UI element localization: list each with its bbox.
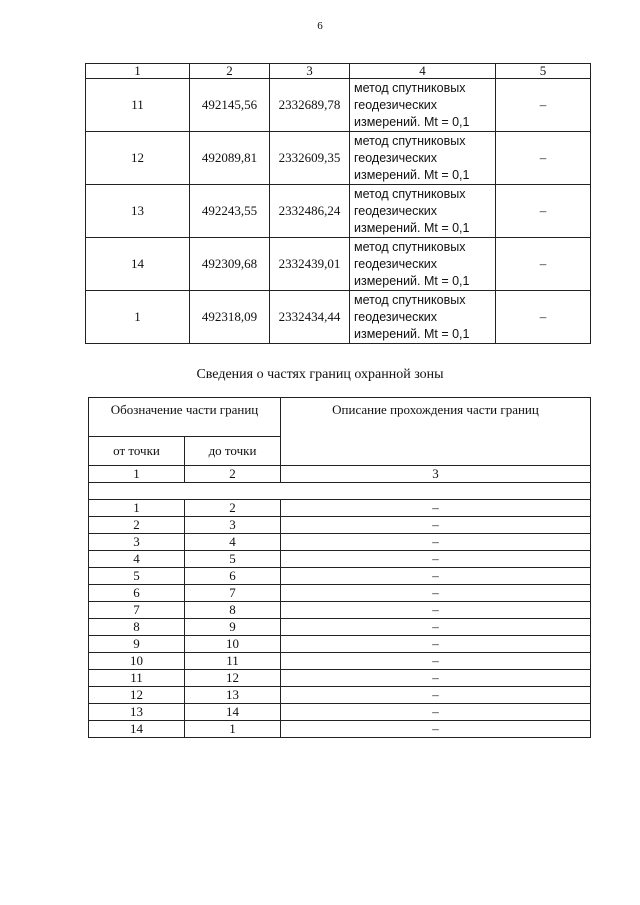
to-point: 13	[185, 687, 281, 704]
x-coordinate: 492089,81	[190, 132, 270, 185]
method-line: метод спутниковых	[354, 133, 466, 148]
boundary-part-row	[89, 721, 591, 738]
to-point-header: до точки	[185, 437, 281, 466]
method-description	[350, 238, 496, 291]
method-line: измерений. Mt = 0,1	[354, 220, 470, 235]
to-point: 3	[185, 517, 281, 534]
part-description: –	[281, 619, 591, 636]
y-coordinate: 2332689,78	[270, 79, 350, 132]
method-line: метод спутниковых	[354, 239, 466, 254]
method-line: метод спутниковых	[354, 80, 466, 95]
part-description: –	[281, 602, 591, 619]
coordinates-table-header-row	[86, 64, 591, 79]
boundary-part-row	[89, 585, 591, 602]
coordinate-row	[86, 291, 591, 344]
method-line: геодезических	[354, 256, 438, 271]
from-point: 13	[89, 704, 185, 721]
x-coordinate: 492309,68	[190, 238, 270, 291]
page-number: 6	[317, 20, 323, 32]
header-cell: 3	[270, 64, 350, 79]
column-number-row	[89, 466, 591, 483]
point-number: 12	[86, 132, 190, 185]
coordinate-row	[86, 238, 591, 291]
part-description: –	[281, 517, 591, 534]
coordinate-row	[86, 79, 591, 132]
part-description: –	[281, 500, 591, 517]
part-description: –	[281, 585, 591, 602]
to-point: 2	[185, 500, 281, 517]
to-point: 6	[185, 568, 281, 585]
from-point: 6	[89, 585, 185, 602]
boundary-parts-table	[88, 397, 591, 738]
note-cell: –	[496, 238, 591, 291]
boundary-part-row	[89, 602, 591, 619]
header-cell: 1	[86, 64, 190, 79]
from-point: 14	[89, 721, 185, 738]
coordinate-row	[86, 132, 591, 185]
from-point: 1	[89, 500, 185, 517]
header-cell: 4	[350, 64, 496, 79]
from-point: 7	[89, 602, 185, 619]
boundary-part-row	[89, 517, 591, 534]
column-number: 3	[281, 466, 591, 483]
boundary-part-row	[89, 670, 591, 687]
boundary-part-row	[89, 500, 591, 517]
to-point: 11	[185, 653, 281, 670]
boundary-part-row	[89, 551, 591, 568]
y-coordinate: 2332486,24	[270, 185, 350, 238]
method-line: измерений. Mt = 0,1	[354, 326, 470, 341]
parts-header-row	[89, 398, 591, 437]
from-point: 5	[89, 568, 185, 585]
from-point-header: от точки	[89, 437, 185, 466]
point-number: 1	[86, 291, 190, 344]
from-point: 10	[89, 653, 185, 670]
method-description	[350, 185, 496, 238]
method-line: метод спутниковых	[354, 186, 466, 201]
method-description	[350, 291, 496, 344]
method-line: геодезических	[354, 97, 438, 112]
point-number: 11	[86, 79, 190, 132]
point-number: 13	[86, 185, 190, 238]
to-point: 1	[185, 721, 281, 738]
part-description: –	[281, 704, 591, 721]
to-point: 9	[185, 619, 281, 636]
method-description	[350, 79, 496, 132]
boundary-part-row	[89, 636, 591, 653]
boundary-part-row	[89, 534, 591, 551]
y-coordinate: 2332609,35	[270, 132, 350, 185]
column-number: 1	[89, 466, 185, 483]
from-point: 2	[89, 517, 185, 534]
coordinate-row	[86, 185, 591, 238]
method-line: метод спутниковых	[354, 292, 466, 307]
header-cell: 5	[496, 64, 591, 79]
part-description: –	[281, 636, 591, 653]
empty-row	[89, 483, 591, 500]
note-cell: –	[496, 132, 591, 185]
method-line: измерений. Mt = 0,1	[354, 114, 470, 129]
part-description: –	[281, 687, 591, 704]
part-description: –	[281, 568, 591, 585]
to-point: 5	[185, 551, 281, 568]
part-description: –	[281, 670, 591, 687]
y-coordinate: 2332434,44	[270, 291, 350, 344]
description-header: Описание прохождения части границ	[281, 398, 591, 466]
x-coordinate: 492318,09	[190, 291, 270, 344]
to-point: 14	[185, 704, 281, 721]
y-coordinate: 2332439,01	[270, 238, 350, 291]
header-cell: 2	[190, 64, 270, 79]
x-coordinate: 492243,55	[190, 185, 270, 238]
boundary-part-row	[89, 653, 591, 670]
designation-header: Обозначение части границ	[89, 398, 281, 437]
to-point: 4	[185, 534, 281, 551]
empty-cell	[89, 483, 591, 500]
point-number: 14	[86, 238, 190, 291]
method-line: геодезических	[354, 309, 438, 324]
to-point: 7	[185, 585, 281, 602]
method-line: геодезических	[354, 203, 438, 218]
column-number: 2	[185, 466, 281, 483]
to-point: 8	[185, 602, 281, 619]
from-point: 9	[89, 636, 185, 653]
from-point: 4	[89, 551, 185, 568]
from-point: 8	[89, 619, 185, 636]
boundary-part-row	[89, 568, 591, 585]
from-point: 11	[89, 670, 185, 687]
part-description: –	[281, 721, 591, 738]
part-description: –	[281, 534, 591, 551]
to-point: 12	[185, 670, 281, 687]
note-cell: –	[496, 185, 591, 238]
method-line: измерений. Mt = 0,1	[354, 167, 470, 182]
note-cell: –	[496, 79, 591, 132]
from-point: 12	[89, 687, 185, 704]
coordinates-table	[85, 63, 591, 344]
method-line: измерений. Mt = 0,1	[354, 273, 470, 288]
part-description: –	[281, 551, 591, 568]
note-cell: –	[496, 291, 591, 344]
from-point: 3	[89, 534, 185, 551]
boundary-part-row	[89, 687, 591, 704]
part-description: –	[281, 653, 591, 670]
parts-caption: Сведения о частях границ охранной зоны	[196, 367, 444, 382]
boundary-part-row	[89, 704, 591, 721]
x-coordinate: 492145,56	[190, 79, 270, 132]
method-line: геодезических	[354, 150, 438, 165]
to-point: 10	[185, 636, 281, 653]
boundary-part-row	[89, 619, 591, 636]
method-description	[350, 132, 496, 185]
